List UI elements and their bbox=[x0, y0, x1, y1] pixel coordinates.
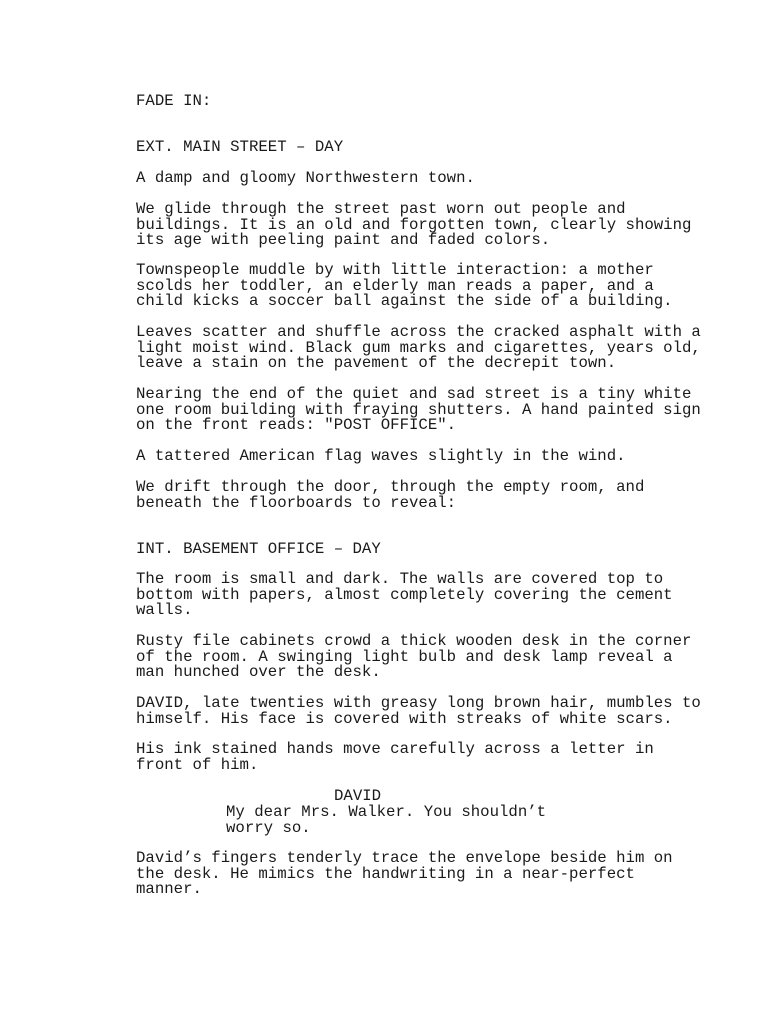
action-paragraph: We glide through the street past worn out people and buildings. It is an old and forgotten town, clearly showing its age with peeling paint and faded colors. bbox=[136, 200, 692, 249]
action-paragraph: We drift through the door, through the empty room, and beneath the floorboards to reveal: bbox=[136, 478, 645, 512]
action-paragraph: David’s fingers tenderly trace the envelope beside him on the desk. He mimics the handwriting in a near-perfect manner. bbox=[136, 849, 673, 898]
action-paragraph: Rusty file cabinets crowd a thick wooden desk in the corner of the room. A swinging light bulb and desk lamp reveal a man hunched over the desk. bbox=[136, 632, 692, 681]
dialogue-line: My dear Mrs. Walker. You shouldn’t worry so. bbox=[226, 803, 547, 837]
action-paragraph: A damp and gloomy Northwestern town. bbox=[136, 169, 475, 187]
transition-fade-in: FADE IN: bbox=[136, 92, 212, 110]
scene-heading-basement-office: INT. BASEMENT OFFICE – DAY bbox=[136, 540, 381, 558]
action-paragraph: A tattered American flag waves slightly in the wind. bbox=[136, 447, 626, 465]
action-paragraph: His ink stained hands move carefully across a letter in front of him. bbox=[136, 740, 654, 774]
character-name: DAVID bbox=[334, 787, 382, 805]
action-paragraph: Leaves scatter and shuffle across the cracked asphalt with a light moist wind. Black gum marks and cigarettes, years old, leave a stain on the pavement of the decrepit town. bbox=[136, 323, 701, 372]
action-paragraph: DAVID, late twenties with greasy long brown hair, mumbles to himself. His face is covered with streaks of white scars. bbox=[136, 694, 701, 728]
action-paragraph: Nearing the end of the quiet and sad street is a tiny white one room building with fraying shutters. A hand painted sign on the front reads: "POST OFFICE". bbox=[136, 385, 701, 434]
action-paragraph: Townspeople muddle by with little interaction: a mother scolds her toddler, an elderly man reads a paper, and a child kicks a soccer ball against the side of a building. bbox=[136, 261, 673, 310]
action-paragraph: The room is small and dark. The walls are covered top to bottom with papers, almost completely covering the cement walls. bbox=[136, 570, 673, 619]
scene-heading-main-street: EXT. MAIN STREET – DAY bbox=[136, 138, 344, 156]
